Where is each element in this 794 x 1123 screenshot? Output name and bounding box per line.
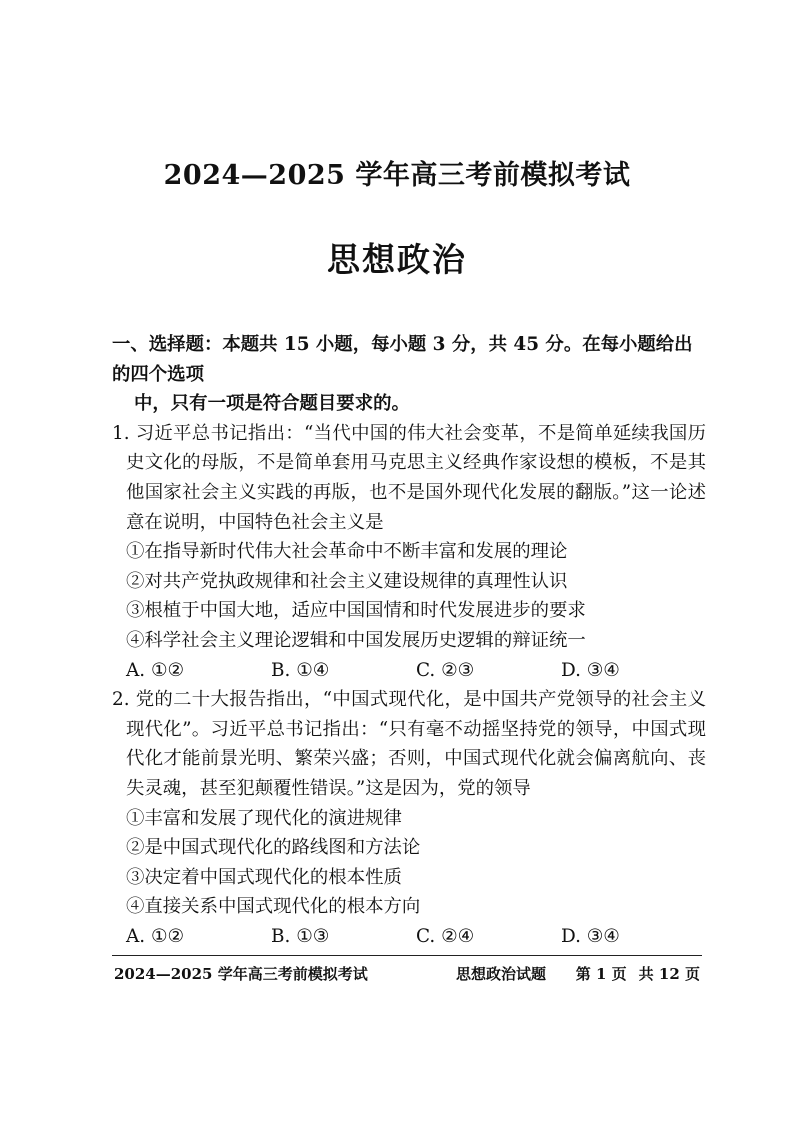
- option-c: C. ②④: [416, 925, 475, 947]
- footer-subject: 思想政治试题: [456, 965, 547, 983]
- option-b: B. ①③: [271, 925, 330, 947]
- statement-item: ②对共产党执政规律和社会主义建设规律的真理性认识: [126, 570, 568, 592]
- section-heading-line-1: 一、选择题：本题共 15 小题，每小题 3 分，共 45 分。在每小题给出的四个选项: [112, 334, 693, 385]
- option-a: A. ①②: [126, 925, 184, 947]
- option-c: C. ②③: [416, 659, 475, 681]
- exam-title: 2024—2025 学年高三考前模拟考试: [163, 160, 631, 191]
- section-heading: [112, 330, 706, 419]
- question-2: [112, 685, 706, 951]
- statement-item: ①丰富和发展了现代化的演进规律: [126, 807, 402, 829]
- statement-item: ③决定着中国式现代化的根本性质: [126, 866, 402, 888]
- option-a: A. ①②: [126, 659, 184, 681]
- statement-item: ③根植于中国大地，适应中国国情和时代发展进步的要求: [126, 600, 586, 622]
- option-d: D. ③④: [561, 925, 620, 947]
- subject-title: 思想政治: [327, 240, 467, 279]
- footer-page-number: [576, 963, 700, 985]
- statement-item: ④直接关系中国式现代化的根本方向: [126, 896, 421, 918]
- statement-item: ②是中国式现代化的路线图和方法论: [126, 837, 421, 859]
- statement-item: ①在指导新时代伟大社会革命中不断丰富和发展的理论: [126, 541, 568, 563]
- question-1: [112, 419, 706, 685]
- answer-options: [112, 922, 706, 952]
- option-d: D. ③④: [561, 659, 620, 681]
- question-stem: 2. 党的二十大报告指出，“中国式现代化，是中国共产党领导的社会主义现代化”。习近平总书记指出：“只有毫不动摇坚持党的领导，中国式现代化才能前景光明、繁荣兴盛；否则，中国式现代化就会偏离航向、丧失灵魂，甚至犯颠覆性错误。”这是因为，党的领导: [112, 689, 706, 799]
- page-current: 第 1 页: [575, 965, 627, 983]
- option-b: B. ①④: [271, 659, 330, 681]
- page-total: 共 12 页: [638, 965, 700, 983]
- footer-divider: [112, 955, 702, 956]
- section-heading-line-2: 中，只有一项是符合题目要求的。: [134, 393, 410, 415]
- statement-item: ④科学社会主义理论逻辑和中国发展历史逻辑的辩证统一: [126, 629, 586, 651]
- question-content: [112, 330, 706, 951]
- question-stem: 1. 习近平总书记指出：“当代中国的伟大社会变革，不是简单延续我国历史文化的母版，不是简单套用马克思主义经典作家设想的模板，不是其他国家社会主义实践的再版，也不是国外现代化发展的翻版。”这一论述意在说明，中国特色社会主义是: [112, 422, 706, 533]
- answer-options: [112, 656, 706, 686]
- footer-exam-name: 2024—2025 学年高三考前模拟考试: [114, 965, 368, 983]
